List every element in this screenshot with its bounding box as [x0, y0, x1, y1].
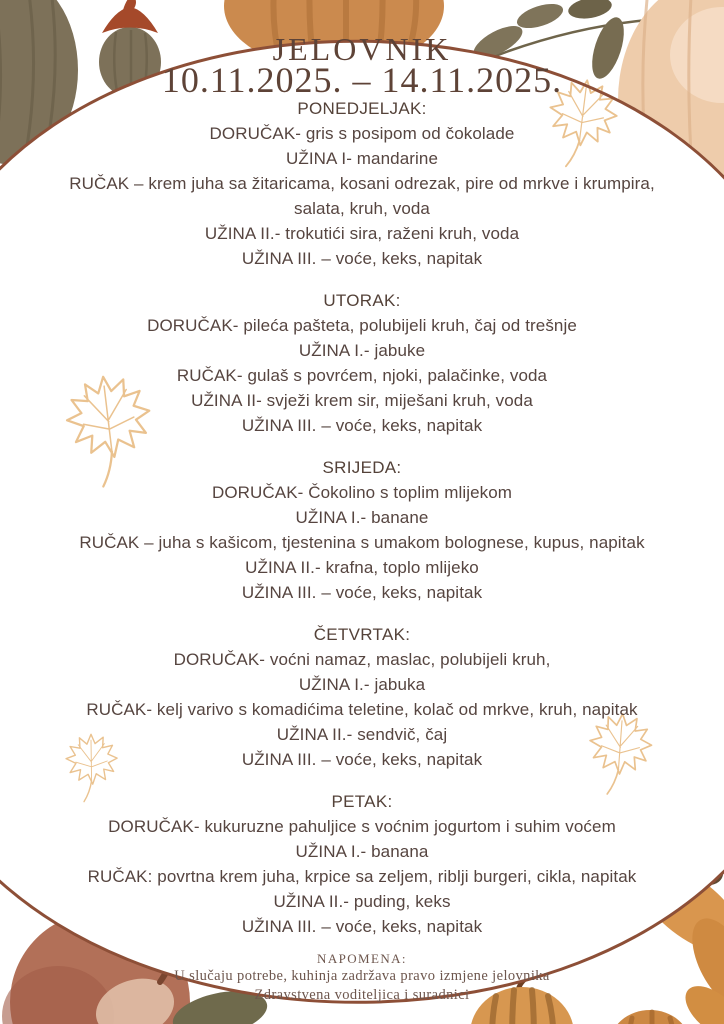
day-title: ČETVRTAK:	[313, 625, 411, 644]
meal-line: UŽINA III. – voće, keks, napitak	[241, 416, 483, 435]
date-range: 10.11.2025. – 14.11.2025.	[161, 60, 563, 100]
meal-line: UŽINA I.- banane	[295, 508, 429, 527]
day-title: PONEDJELJAK:	[297, 99, 427, 118]
meal-line: UŽINA I.- jabuka	[298, 675, 426, 694]
note-line: Zdravstvena voditeljica i suradnici	[254, 987, 470, 1003]
day-title: SRIJEDA:	[322, 458, 402, 477]
day-section-monday	[16, 96, 708, 271]
meal-line: RUČAK – krem juha sa žitaricama, kosani odrezak, pire od mrkve i krumpira,	[69, 174, 655, 193]
meal-line: RUČAK- gulaš s povrćem, njoki, palačinke, voda	[176, 366, 548, 385]
meal-line: RUČAK: povrtna krem juha, krpice sa zeljem, riblji burgeri, cikla, napitak	[87, 867, 637, 886]
meal-line: UŽINA III. – voće, keks, napitak	[241, 750, 483, 769]
day-title: PETAK:	[331, 792, 393, 811]
meal-line: DORUČAK- pileća pašteta, polubijeli kruh, čaj od trešnje	[147, 316, 577, 335]
meal-line: UŽINA II.- trokutići sira, raženi kruh, voda	[204, 224, 520, 243]
meal-line: DORUČAK- gris s posipom od čokolade	[209, 124, 515, 143]
meal-line: DORUČAK- voćni namaz, maslac, polubijeli kruh,	[173, 650, 551, 669]
meal-line: UŽINA I.- jabuke	[298, 341, 426, 360]
meal-line: salata, kruh, voda	[294, 199, 430, 218]
meal-line: UŽINA III. – voće, keks, napitak	[241, 583, 483, 602]
note-section	[0, 950, 724, 1005]
day-section-tuesday	[16, 288, 708, 438]
meal-line: UŽINA II- svježi krem sir, miješani kruh, voda	[191, 391, 533, 410]
meal-line: DORUČAK- kukuruzne pahuljice s voćnim jogurtom i suhim voćem	[108, 817, 616, 836]
note-heading: NAPOMENA:	[317, 951, 407, 966]
meal-line: UŽINA III. – voće, keks, napitak	[241, 249, 483, 268]
meal-line: RUČAK- kelj varivo s komadićima teletine, kolač od mrkve, kruh, napitak	[86, 700, 638, 719]
note-line: U slučaju potrebe, kuhinja zadržava pravo izmjene jelovnika	[174, 968, 550, 984]
meal-line: UŽINA I- mandarine	[285, 149, 439, 168]
meal-line: UŽINA III. – voće, keks, napitak	[241, 917, 483, 936]
day-section-thursday	[16, 622, 708, 772]
meal-line: UŽINA II.- puding, keks	[273, 892, 451, 911]
page-title: JELOVNIK	[272, 31, 452, 67]
day-title: UTORAK:	[323, 291, 401, 310]
meal-line: UŽINA II.- sendvič, čaj	[276, 725, 448, 744]
meal-line: RUČAK – juha s kašicom, tjestenina s umakom bolognese, kupus, napitak	[79, 533, 645, 552]
day-section-friday	[16, 789, 708, 939]
day-section-wednesday	[16, 455, 708, 605]
meal-line: DORUČAK- Čokolino s toplim mlijekom	[211, 483, 513, 502]
meal-line: UŽINA I.- banana	[295, 842, 429, 861]
meal-line: UŽINA II.- krafna, toplo mlijeko	[245, 558, 479, 577]
